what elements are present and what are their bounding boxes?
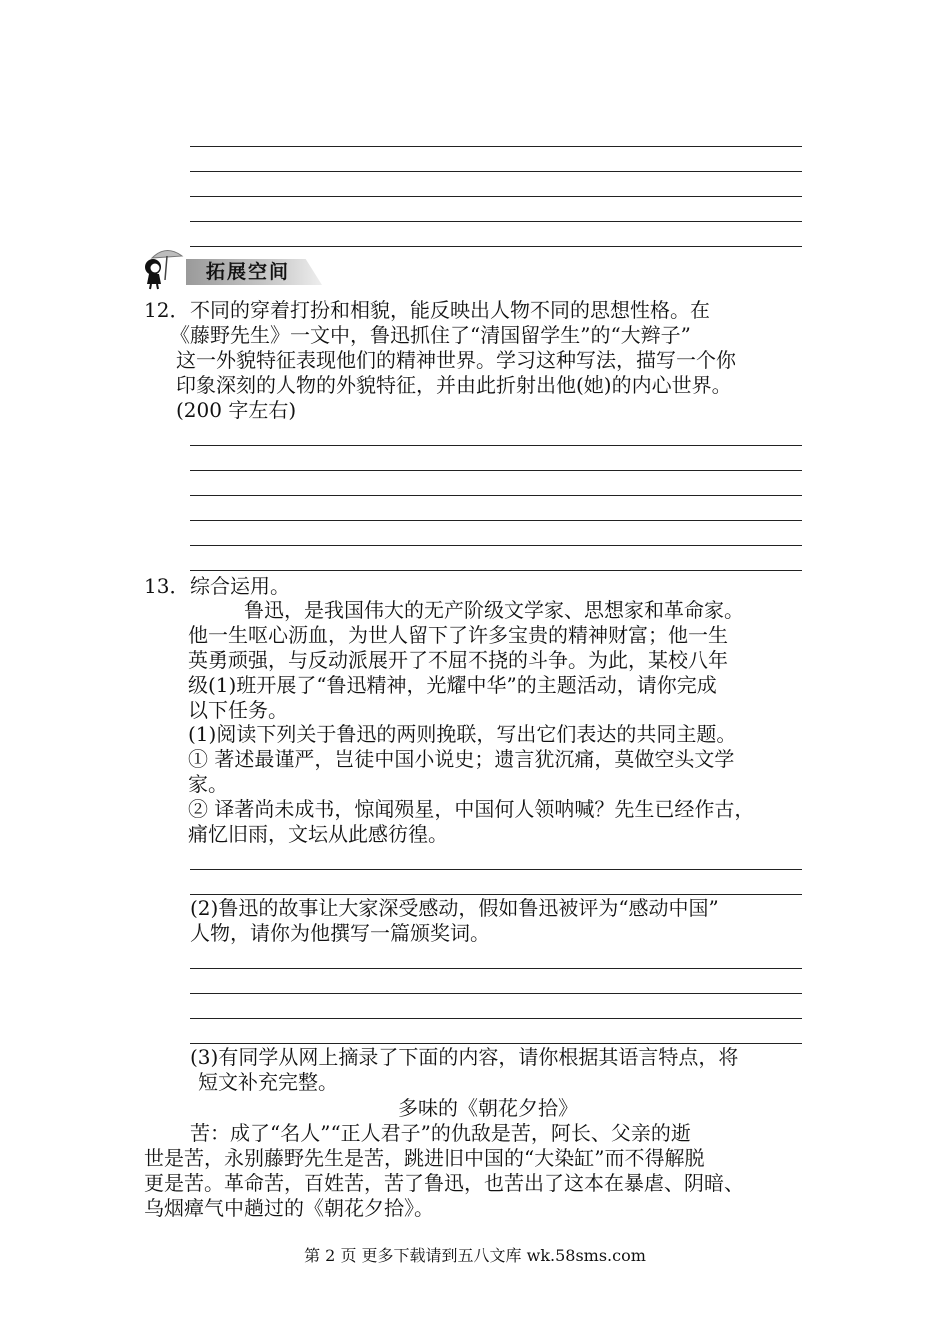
essay-line: 更是苦。革命苦，百姓苦，苦了鲁迅，也苦出了这本在暴虐、阴暗、 <box>144 1171 744 1195</box>
answer-line <box>190 246 802 247</box>
umbrella-girl-icon <box>138 246 188 290</box>
answer-line <box>190 1043 802 1044</box>
answer-line <box>190 445 802 446</box>
q13-part1-line: 痛忆旧雨，文坛从此感彷徨。 <box>188 822 448 846</box>
answer-line <box>190 221 802 222</box>
answer-line <box>190 495 802 496</box>
essay-title: 多味的《朝花夕拾》 <box>398 1096 578 1120</box>
answer-line <box>190 545 802 546</box>
q13-intro-line: 他一生呕心沥血，为世人留下了许多宝贵的精神财富；他一生 <box>188 623 728 647</box>
q13-part1-line: ① 著述最谨严，岂徒中国小说史；遗言犹沉痛，莫做空头文学 <box>188 747 735 771</box>
answer-line <box>190 968 802 969</box>
q12-number: 12． <box>144 298 190 322</box>
answer-line <box>190 171 802 172</box>
q13-intro-line: 英勇顽强，与反动派展开了不屈不挠的斗争。为此，某校八年 <box>188 648 728 672</box>
section-banner-label: 拓展空间 <box>206 261 291 283</box>
q12-line: 这一外貌特征表现他们的精神世界。学习这种写法，描写一个你 <box>176 348 736 372</box>
answer-line <box>190 869 802 870</box>
answer-line <box>190 993 802 994</box>
answer-line <box>190 1018 802 1019</box>
q13-intro-line: 以下任务。 <box>188 698 288 722</box>
answer-line <box>190 146 802 147</box>
q13-title: 综合运用。 <box>190 574 290 598</box>
q13-part2-line: 人物，请你为他撰写一篇颁奖词。 <box>190 921 490 945</box>
page-footer: 第 2 页 更多下载请到五八文库 wk.58sms.com <box>304 1246 646 1265</box>
q13-part1-line: 家。 <box>188 772 228 796</box>
q13-intro-line: 级(1)班开展了“鲁迅精神，光耀中华”的主题活动，请你完成 <box>188 673 717 697</box>
essay-line: 世是苦，永别藤野先生是苦，跳进旧中国的“大染缸”而不得解脱 <box>144 1146 705 1170</box>
q13-part3-line: (3)有同学从网上摘录了下面的内容，请你根据其语言特点，将 <box>190 1045 739 1069</box>
answer-line <box>190 470 802 471</box>
essay-line: 乌烟瘴气中趟过的《朝花夕拾》。 <box>144 1196 434 1220</box>
q12-line: 印象深刻的人物的外貌特征，并由此折射出他(她)的内心世界。 <box>176 373 732 397</box>
q12-line: 不同的穿着打扮和相貌，能反映出人物不同的思想性格。在 <box>190 298 710 322</box>
q13-part1-line: (1)阅读下列关于鲁迅的两则挽联，写出它们表达的共同主题。 <box>188 722 737 746</box>
answer-line <box>190 570 802 571</box>
answer-line <box>190 520 802 521</box>
q13-part1-line: ② 译著尚未成书，惊闻殒星，中国何人领呐喊？先生已经作古， <box>188 797 755 821</box>
answer-line <box>190 894 802 895</box>
q13-number: 13． <box>144 574 190 598</box>
answer-line <box>190 196 802 197</box>
essay-line: 苦：成了“名人”“正人君子”的仇敌是苦，阿长、父亲的逝 <box>190 1121 691 1145</box>
q13-part3-line: 短文补充完整。 <box>198 1070 338 1094</box>
q13-part2-line: (2)鲁迅的故事让大家深受感动，假如鲁迅被评为“感动中国” <box>190 896 719 920</box>
q12-line: (200 字左右) <box>176 398 297 422</box>
q12-line: 《藤野先生》一文中，鲁迅抓住了“清国留学生”的“大辫子” <box>170 323 691 347</box>
q13-intro-line: 鲁迅，是我国伟大的无产阶级文学家、思想家和革命家。 <box>244 598 744 622</box>
